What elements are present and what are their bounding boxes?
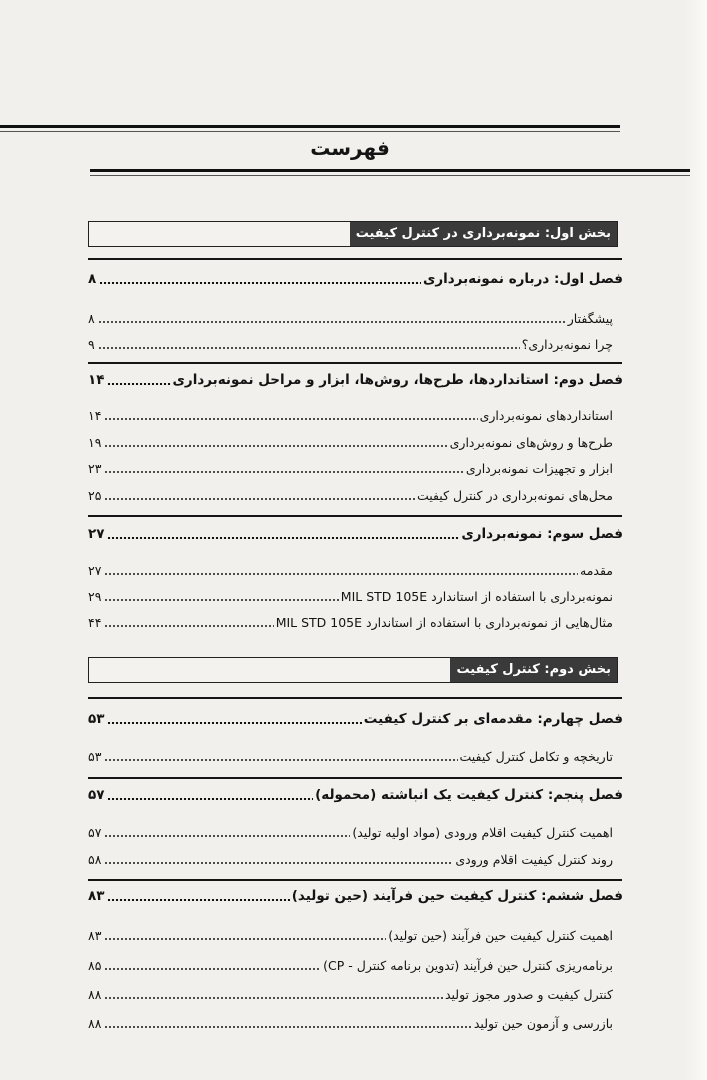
section-title: اهمیت کنترل کیفیت اقلام ورودی (مواد اولیه تولید)	[352, 824, 613, 840]
toc-section[interactable]	[88, 611, 623, 633]
toc-section[interactable]	[88, 559, 623, 581]
toc-chapter-3[interactable]	[88, 523, 623, 545]
dot-leader	[107, 537, 459, 539]
dot-leader	[104, 445, 447, 447]
toc-chapter-6[interactable]	[88, 885, 623, 907]
section-title: استانداردهای نمونه‌برداری	[479, 407, 613, 423]
toc-section[interactable]	[88, 745, 623, 767]
header-rule-bottom	[90, 169, 690, 172]
chapter-title: فصل سوم: نمونه‌برداری	[461, 526, 623, 542]
page-number: ۴۴	[88, 614, 102, 630]
page-number: ۲۹	[88, 588, 102, 604]
toc-chapter-2[interactable]	[88, 369, 623, 391]
page-number: ۸۳	[88, 927, 102, 943]
chapter-title: فصل اول: درباره نمونه‌برداری	[422, 271, 623, 287]
dot-leader	[107, 383, 170, 385]
page-number: ۸۸	[88, 986, 102, 1002]
header-rule-bottom-thin	[90, 175, 690, 176]
page-number: ۸۳	[88, 888, 105, 904]
section-title: محل‌های نمونه‌برداری در کنترل کیفیت	[416, 487, 613, 503]
chapter-title: فصل چهارم: مقدمه‌ای بر کنترل کیفیت	[363, 711, 623, 727]
section-title: بازرسی و آزمون حین تولید	[473, 1015, 613, 1031]
dot-leader	[104, 498, 415, 500]
dot-leader	[98, 347, 520, 349]
toc-chapter-1[interactable]	[88, 268, 623, 290]
page-number: ۱۴	[88, 407, 102, 423]
dot-leader	[104, 938, 386, 940]
part-heading-2	[88, 657, 618, 683]
section-title: نمونه‌برداری با استفاده از استاندارد MIL STD 105E	[340, 588, 613, 604]
toc-section[interactable]	[88, 924, 623, 946]
chapter-separator	[88, 515, 622, 517]
dot-leader	[99, 282, 421, 284]
dot-leader	[107, 899, 289, 901]
toc-section[interactable]	[88, 848, 623, 870]
page-number: ۸۸	[88, 1015, 102, 1031]
chapter-separator	[88, 879, 622, 881]
toc-section[interactable]	[88, 457, 623, 479]
part-title: بخش دوم: کنترل کیفیت	[450, 658, 617, 682]
page-number: ۵۸	[88, 851, 102, 867]
chapter-title: فصل دوم: استانداردها، طرح‌ها، روش‌ها، ابزار و مراحل نمونه‌برداری	[172, 372, 623, 388]
section-title: طرح‌ها و روش‌های نمونه‌برداری	[449, 434, 613, 450]
page-number: ۵۷	[88, 787, 105, 803]
page-number: ۵۳	[88, 748, 102, 764]
part-title: بخش اول: نمونه‌برداری در کنترل کیفیت	[350, 222, 617, 246]
page-number: ۱۹	[88, 434, 102, 450]
header-rule-top	[0, 125, 620, 128]
toc-section[interactable]	[88, 954, 623, 976]
section-title: اهمیت کنترل کیفیت حین فرآیند (حین تولید)	[388, 927, 613, 943]
toc-section[interactable]	[88, 484, 623, 506]
page-edge	[685, 0, 707, 1080]
toc-section[interactable]	[88, 821, 623, 843]
page-title: فهرست	[310, 136, 390, 160]
dot-leader	[104, 862, 453, 864]
toc-chapter-4[interactable]	[88, 708, 623, 730]
dot-leader	[107, 722, 361, 724]
section-title: ابزار و تجهیزات نمونه‌برداری	[465, 460, 613, 476]
toc-section[interactable]	[88, 431, 623, 453]
dot-leader	[107, 798, 313, 800]
section-title: روند کنترل کیفیت اقلام ورودی	[455, 851, 613, 867]
section-title: تاریخچه و تکامل کنترل کیفیت	[459, 748, 613, 764]
toc-section[interactable]	[88, 307, 623, 329]
section-title: کنترل کیفیت و صدور مجوز تولید	[444, 986, 613, 1002]
page-number: ۱۴	[88, 372, 105, 388]
dot-leader	[104, 418, 477, 420]
page-number: ۵۳	[88, 711, 105, 727]
section-title: برنامه‌ریزی کنترل حین فرآیند (تدوین برنامه کنترل - CP)	[323, 957, 613, 973]
page-number: ۲۷	[88, 562, 102, 578]
header-rule-top-thin	[0, 131, 620, 132]
dot-leader	[98, 321, 566, 323]
dot-leader	[104, 573, 578, 575]
page-number: ۲۳	[88, 460, 102, 476]
page-number: ۲۵	[88, 487, 102, 503]
page-number: ۵۷	[88, 824, 102, 840]
page-number: ۹	[88, 336, 95, 352]
dot-leader	[104, 1026, 471, 1028]
toc-section[interactable]	[88, 585, 623, 607]
part-heading-1	[88, 221, 618, 247]
dot-leader	[104, 997, 443, 999]
toc-section[interactable]	[88, 333, 623, 355]
toc-section[interactable]	[88, 983, 623, 1005]
toc-section[interactable]	[88, 404, 623, 426]
toc-chapter-5[interactable]	[88, 784, 623, 806]
part-separator	[88, 258, 622, 260]
page-number: ۸	[88, 310, 95, 326]
section-title: مثال‌هایی از نمونه‌برداری با استفاده از استاندارد MIL STD 105E	[275, 614, 613, 630]
dot-leader	[104, 625, 273, 627]
section-title: پیشگفتار	[567, 310, 613, 326]
part-separator	[88, 697, 622, 699]
dot-leader	[104, 471, 463, 473]
dot-leader	[104, 835, 350, 837]
dot-leader	[104, 968, 321, 970]
section-title: چرا نمونه‌برداری؟	[521, 336, 613, 352]
toc-section[interactable]	[88, 1012, 623, 1034]
chapter-separator	[88, 362, 622, 364]
dot-leader	[104, 599, 338, 601]
page-number: ۸۵	[88, 957, 102, 973]
page-number: ۸	[88, 271, 97, 287]
chapter-title: فصل پنجم: کنترل کیفیت یک انباشته (محموله)	[315, 787, 623, 803]
chapter-title: فصل ششم: کنترل کیفیت حین فرآیند (حین تولید)	[291, 888, 623, 904]
dot-leader	[104, 759, 457, 761]
chapter-separator	[88, 777, 622, 779]
section-title: مقدمه	[580, 562, 613, 578]
page-number: ۲۷	[88, 526, 105, 542]
